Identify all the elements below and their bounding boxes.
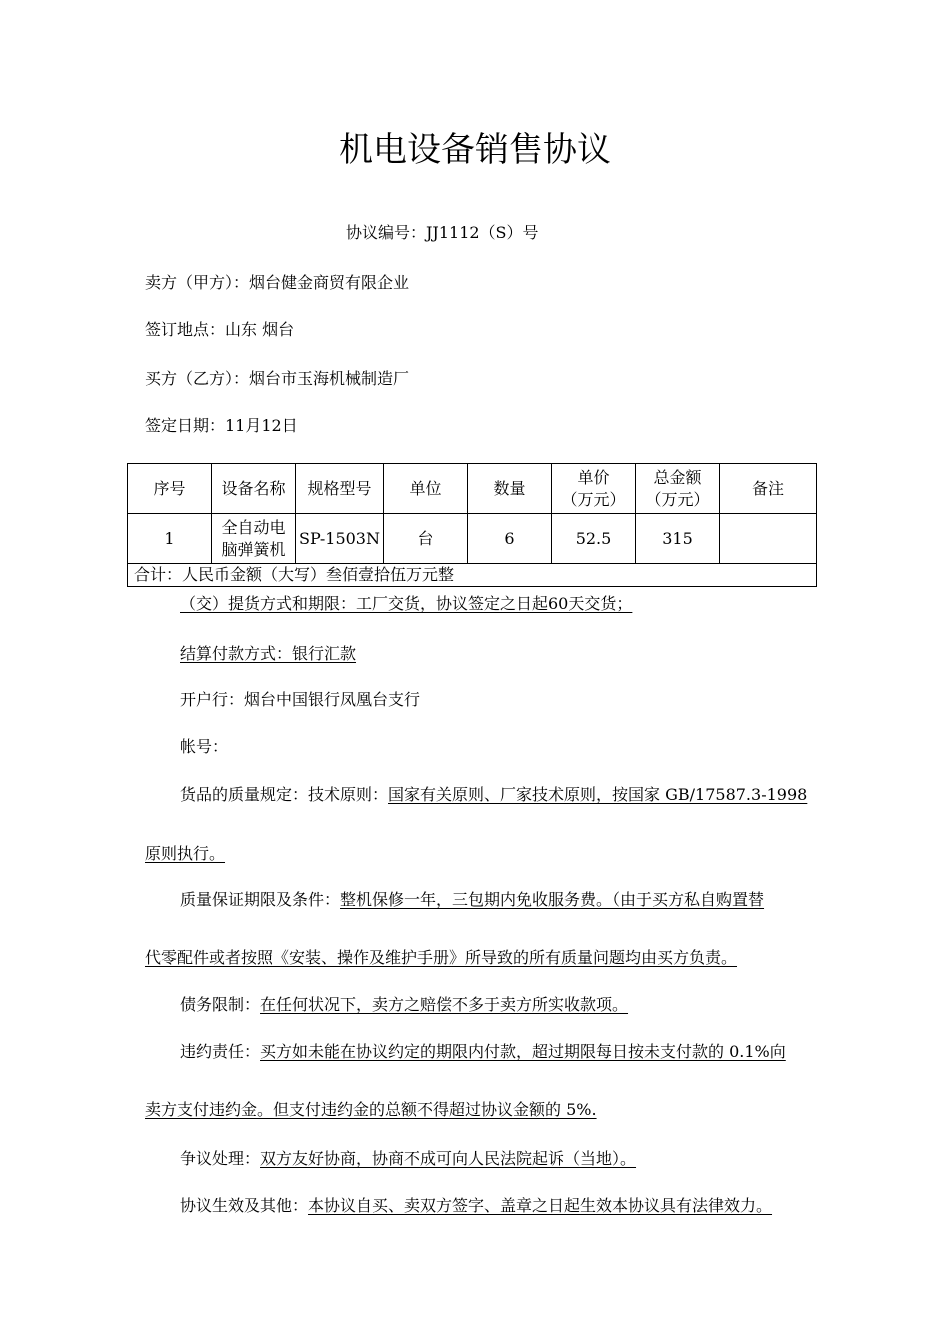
seller-line: 卖方（甲方）：烟台健金商贸有限企业 <box>145 273 410 292</box>
cell-device-name <box>212 514 296 564</box>
table-total-row <box>128 564 817 587</box>
header-cell: 单位 <box>384 464 468 514</box>
signing-place: 签订地点：山东 烟台 <box>145 320 295 339</box>
goods-table <box>127 463 817 587</box>
quality-text: 国家有关原则、厂家技术原则，按国家 GB/17587.3-1998 <box>388 785 808 804</box>
payment-text: 结算付款方式：银行汇款 <box>180 644 357 663</box>
delivery-text: （交）提货方式和期限：工厂交货，协议签定之日起60天交货； <box>180 594 633 613</box>
payment-clause <box>180 644 356 664</box>
total-amount: 合计：人民币金额（大写）叁佰壹拾伍万元整 <box>128 564 817 587</box>
header-cell: 序号 <box>128 464 212 514</box>
document-title: 机电设备销售协议 <box>339 130 611 170</box>
warranty-clause <box>180 890 764 910</box>
cell-total: 315 <box>636 514 720 564</box>
dispute-text: 双方友好协商，协商不成可向人民法院起诉（当地）。 <box>260 1149 637 1168</box>
warranty-text-cont: 代零配件或者按照《安装、操作及维护手册》所导致的所有质量问题均由买方负责。 <box>145 948 738 967</box>
signing-date: 签定日期：11月12日 <box>145 416 298 435</box>
cell-quantity: 6 <box>468 514 552 564</box>
debt-clause <box>180 995 628 1015</box>
device-name-line: 全自动电 <box>221 517 286 537</box>
cell-unit-price: 52.5 <box>552 514 636 564</box>
header-cell: 设备名称 <box>212 464 296 514</box>
cell-remarks <box>720 514 817 564</box>
header-cell: 规格型号 <box>296 464 384 514</box>
table-row <box>128 514 817 564</box>
quality-label: 货品的质量规定：技术原则： <box>180 785 389 804</box>
breach-clause <box>180 1042 786 1062</box>
breach-text-cont: 卖方支付违约金。但支付违约金的总额不得超过协议金额的 5%. <box>145 1100 597 1119</box>
header-label: 总金额 <box>653 467 702 487</box>
breach-text: 买方如未能在协议约定的期限内付款，超过期限每日按未支付款的 0.1%向 <box>260 1042 786 1061</box>
quality-clause <box>180 785 807 805</box>
buyer-line: 买方（乙方）：烟台市玉海机械制造厂 <box>145 369 410 388</box>
agreement-number: 协议编号：JJ1112（S）号 <box>346 223 539 242</box>
effect-label: 协议生效及其他： <box>180 1196 309 1215</box>
header-cell: 备注 <box>720 464 817 514</box>
debt-text: 在任何状况下，卖方之赔偿不多于卖方所实收款项。 <box>260 995 629 1014</box>
breach-label: 违约责任： <box>180 1042 261 1061</box>
header-cell-total <box>636 464 720 514</box>
debt-label: 债务限制： <box>180 995 261 1014</box>
account-line: 帐号： <box>180 737 229 756</box>
quality-clause-cont <box>145 844 225 864</box>
header-unit: （万元） <box>561 489 626 509</box>
cell-serial: 1 <box>128 514 212 564</box>
cell-model: SP-1503N <box>296 514 384 564</box>
warranty-label: 质量保证期限及条件： <box>180 890 341 909</box>
header-label: 单价 <box>577 467 610 487</box>
header-cell: 数量 <box>468 464 552 514</box>
dispute-label: 争议处理： <box>180 1149 261 1168</box>
header-unit: （万元） <box>645 489 710 509</box>
dispute-clause <box>180 1149 636 1169</box>
warranty-text: 整机保修一年，三包期内免收服务费。（由于买方私自购置替 <box>340 890 765 909</box>
breach-clause-cont <box>145 1100 597 1120</box>
warranty-clause-cont <box>145 948 737 968</box>
cell-unit: 台 <box>384 514 468 564</box>
effect-text: 本协议自买、卖双方签字、盖章之日起生效本协议具有法律效力。 <box>308 1196 773 1215</box>
device-name-line: 脑弹簧机 <box>221 539 286 559</box>
bank-line: 开户行：烟台中国银行凤凰台支行 <box>180 690 421 709</box>
quality-text-cont: 原则执行。 <box>145 844 226 863</box>
delivery-clause <box>180 594 632 614</box>
table-header-row <box>128 464 817 514</box>
effect-clause <box>180 1196 772 1216</box>
header-cell-unit-price <box>552 464 636 514</box>
